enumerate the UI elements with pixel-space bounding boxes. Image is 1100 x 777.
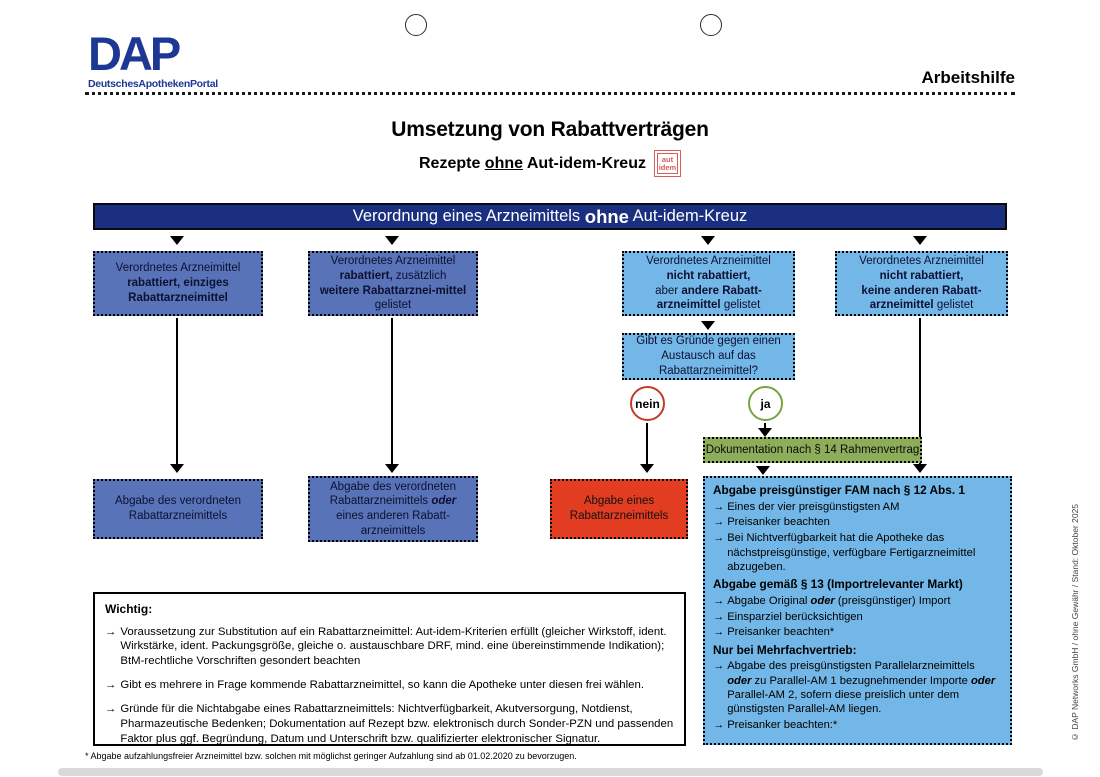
fam-item: → Abgabe Original oder (preisgünstiger) Import: [713, 594, 951, 607]
arrow-bullet-icon: →: [713, 594, 725, 607]
punch-hole-right-icon: [700, 14, 722, 36]
fam-item: → Eines der vier preisgünstigsten AM: [713, 500, 900, 513]
fam-item: → Abgabe des preisgünstigsten Parallelarzneimittels oder zu Parallel-AM 1 bezugnehmender Importe oder Parallel-AM 2, sofern diese preislich unter dem günstigsten Parallel-AM liegen.: [713, 660, 996, 716]
arrow-down-icon: [170, 236, 184, 245]
dap-logo-text: DAP: [88, 27, 179, 80]
nein-badge: nein: [630, 386, 665, 421]
footnote: * Abgabe aufzahlungsfreier Arzneimittel bzw. solchen mit möglichst geringer Aufzahlung sind ab 01.02.2020 zu bevorzugen.: [85, 751, 577, 761]
fam-item: → Preisanker beachten:*: [713, 719, 838, 732]
arrow-down-icon: [758, 428, 772, 437]
wichtig-item: → Gründe für die Nichtabgabe eines Rabattarzneimittels: Nichtverfügbarkeit, Akutversorgung, Notdienst, Pharmazeutische Bedenken; Dokumentation auf Rezept bzw. elektronisch durch Sonder-PZN und passenden Faktor plus ggf. Begründung, Datum und Unterschrift bzw. qualifizierter elektronischer Signatur.: [105, 702, 674, 745]
decision-box: Gibt es Gründe gegen einen Austausch auf das Rabattarzneimittel?: [622, 333, 795, 380]
fam-heading-2: Abgabe gemäß § 13 (Importrelevanter Markt): [713, 577, 963, 592]
subtitle-underlined-word: ohne: [484, 154, 524, 172]
arrow-bullet-icon: →: [105, 702, 117, 715]
arrow-bullet-icon: →: [713, 516, 725, 529]
arrow-bullet-icon: →: [105, 625, 117, 638]
box-rabattiert-weitere: Verordnetes Arzneimittel rabattiert, zusätzlich weitere Rabattarznei-mittel gelistet: [308, 251, 478, 316]
arrow-bullet-icon: →: [105, 679, 117, 692]
copyright-vertical: © DAP Networks GmbH / ohne Gewähr / Stand: Oktober 2025: [1070, 503, 1080, 742]
bottom-edge-bar: [58, 768, 1043, 776]
dap-logo: [88, 27, 218, 90]
wichtig-item: → Voraussetzung zur Substitution auf ein Rabattarzneimittel: Aut-idem-Kriterien erfüllt (gleicher Wirkstoff, ident. Wirkstärke, ident. Packungsgröße, gleiche o. austauschbare DRF, mind. eine übereinstimmende Indikation); BtM-rechtliche Vorschriften gesondert beachten: [105, 625, 667, 668]
page-subtitle: [0, 150, 1100, 177]
connector-line: [176, 318, 178, 466]
result-box-rabattarzneimittel: Abgabe eines Rabattarzneimittels: [550, 479, 688, 539]
connector-line: [646, 423, 648, 465]
arrow-bullet-icon: →: [713, 610, 725, 623]
flow-header-banner: Verordnung eines Arzneimittels ohne Aut-idem-Kreuz: [93, 203, 1007, 230]
connector-line: [391, 318, 393, 466]
box-nicht-rabattiert-keine: Verordnetes Arzneimittel nicht rabattiert, keine anderen Rabatt-arzneimittel gelistet: [835, 251, 1008, 316]
arrow-down-icon: [701, 236, 715, 245]
ja-badge: ja: [748, 386, 783, 421]
arrow-down-icon: [385, 464, 399, 473]
punch-hole-left-icon: [405, 14, 427, 36]
wichtig-item: → Gibt es mehrere in Frage kommende Rabattarzneimittel, so kann die Apotheke unter diesen frei wählen.: [105, 679, 645, 692]
wichtig-box: [93, 592, 686, 746]
arrow-bullet-icon: →: [713, 500, 725, 513]
result-box-fam: [703, 476, 1012, 745]
arrow-bullet-icon: →: [713, 626, 725, 639]
subtitle-text: Rezepte ohne Aut-idem-Kreuz: [419, 154, 646, 172]
fam-item: → Einsparziel berücksichtigen: [713, 610, 863, 623]
arrow-down-icon: [385, 236, 399, 245]
wichtig-title: Wichtig:: [105, 602, 153, 616]
arrow-down-icon: [756, 466, 770, 475]
result-box-verordnetes-oder: Abgabe des verordneten Rabattarzneimittels oder eines anderen Rabatt-arzneimittels: [308, 476, 478, 542]
fam-item: → Bei Nichtverfügbarkeit hat die Apotheke das nächstpreisgünstige, verfügbare Fertigarzneimittel abzugeben.: [713, 532, 976, 573]
arrow-down-icon: [913, 464, 927, 473]
arrow-down-icon: [170, 464, 184, 473]
arrow-down-icon: [913, 236, 927, 245]
dap-logo-subtitle: DeutschesApothekenPortal: [88, 78, 218, 90]
fam-item: → Preisanker beachten*: [713, 626, 835, 639]
doc-type-label: Arbeitshilfe: [921, 68, 1015, 87]
result-box-verordnetes: Abgabe des verordneten Rabattarzneimittels: [93, 479, 263, 539]
header-dotted-rule: [85, 92, 1015, 95]
box-rabattiert-einziges: Verordnetes Arzneimittel rabattiert, einziges Rabattarzneimittel: [93, 251, 263, 316]
aut-idem-icon: aut idem: [654, 150, 681, 177]
page-title: Umsetzung von Rabattverträgen: [391, 118, 709, 141]
arrow-down-icon: [701, 321, 715, 330]
arrow-down-icon: [640, 464, 654, 473]
dokumentation-box: Dokumentation nach § 14 Rahmenvertrag: [703, 437, 922, 463]
arrow-bullet-icon: →: [713, 719, 725, 732]
box-nicht-rabattiert-andere: Verordnetes Arzneimittel nicht rabattiert, aber andere Rabatt-arzneimittel gelistet: [622, 251, 795, 316]
arrow-bullet-icon: →: [713, 532, 725, 545]
fam-heading-3: Nur bei Mehrfachvertrieb:: [713, 642, 857, 657]
fam-heading-1: Abgabe preisgünstiger FAM nach § 12 Abs. 1: [713, 483, 965, 497]
fam-item: → Preisanker beachten: [713, 516, 830, 529]
arrow-bullet-icon: →: [713, 660, 725, 673]
